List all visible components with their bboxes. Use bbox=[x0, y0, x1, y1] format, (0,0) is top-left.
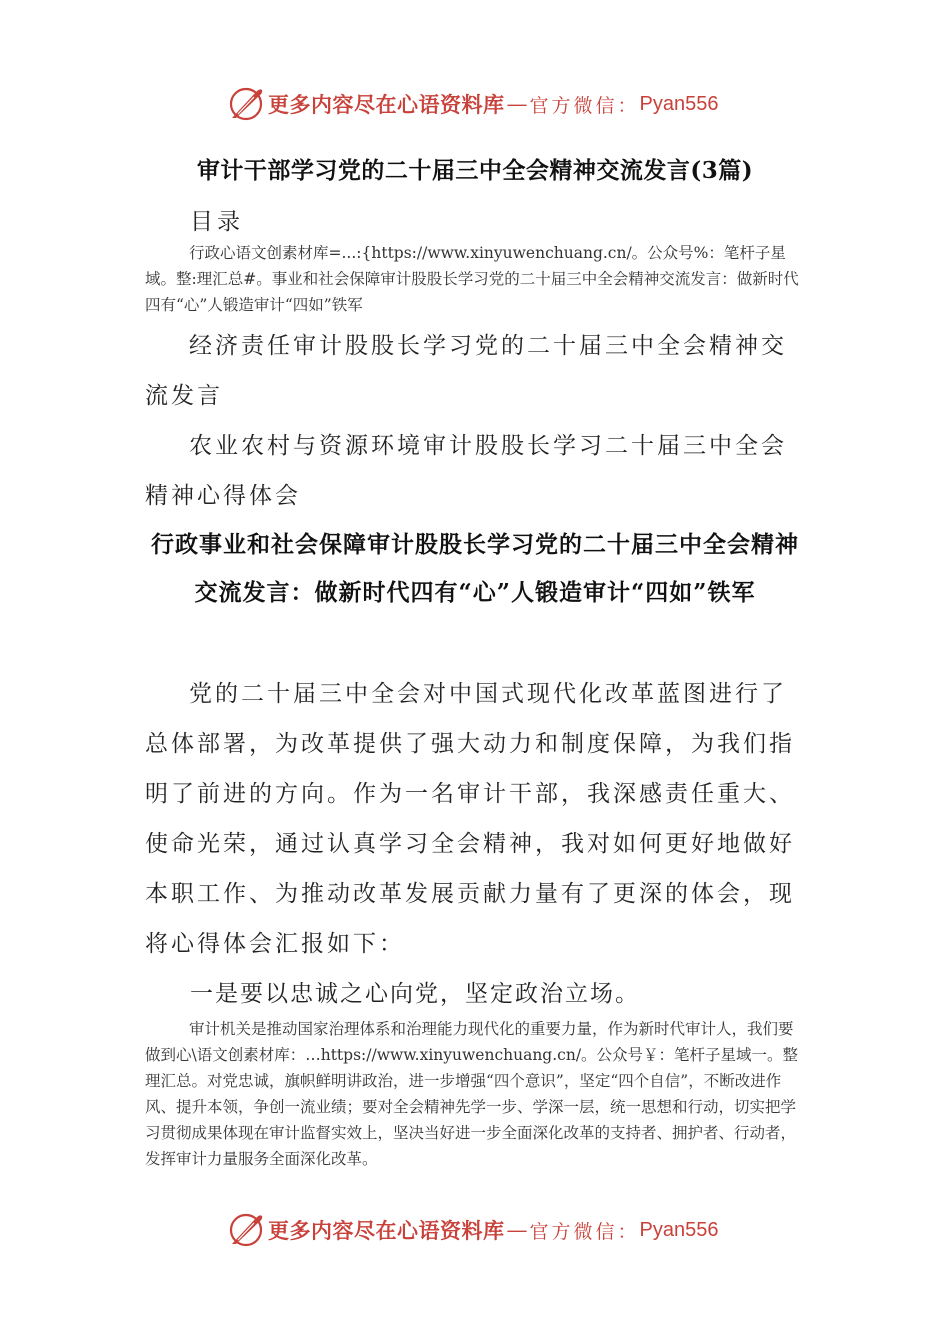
toc-heading: 目录 bbox=[190, 209, 244, 235]
header-banner[interactable] bbox=[226, 82, 718, 126]
section-title: 行政事业和社会保障审计股股长学习党的二十届三中全会精神交流发言：做新时代四有“心”人锻造审计“四如”铁军 bbox=[151, 531, 799, 606]
intro-paragraph bbox=[145, 669, 805, 969]
footer-banner[interactable] bbox=[226, 1208, 718, 1252]
point-1-body-text: 审计机关是推动国家治理体系和治理能力现代化的重要力量，作为新时代审计人，我们要做到心\语文创素材库：…https://www.xinyuwenchuang.cn/。公众号￥：笔杆子星域一。整理汇总。对党忠诚，旗帜鲜明讲政治，进一步增强“四个意识”，坚定“四个自信”，不断改进作风、提升本领，争创一流业绩；要对全会精神先学一步、学深一层，统一思想和行动，切实把学习贯彻成果体现在审计监督实效上，坚决当好进一步全面深化改革的支持者、拥护者、行动者，发挥审计力量服务全面深化改革。 bbox=[145, 1020, 799, 1168]
banner-text: 更多内容尽在心语资料库 bbox=[268, 1218, 505, 1243]
toc-item-2-text: 经济责任审计股股长学习党的二十届三中全会精神交流发言 bbox=[145, 333, 787, 409]
quill-pen-logo-icon bbox=[226, 1210, 266, 1250]
quill-pen-logo-icon bbox=[226, 84, 266, 124]
banner-wechat-id: Pyan556 bbox=[639, 1218, 719, 1241]
toc-item-1-text: 行政心语文创素材库=...:{https://www.xinyuwenchuang.cn/。公众号%：笔杆子星域。整:理汇总#。事业和社会保障审计股股长学习党的二十届三中全会精神交流发言：做新时代四有“心”人锻造审计“四如”铁军 bbox=[145, 244, 799, 314]
toc-item-3[interactable] bbox=[145, 421, 805, 521]
banner-wechat-label: 官方微信： bbox=[529, 94, 640, 117]
banner-wechat-id: Pyan556 bbox=[639, 92, 719, 115]
banner-separator: — bbox=[506, 92, 528, 116]
banner-wechat-label: 官方微信： bbox=[529, 1220, 640, 1243]
toc-item-3-text: 农业农村与资源环境审计股股长学习二十届三中全会精神心得体会 bbox=[145, 433, 787, 509]
toc-item-1[interactable] bbox=[145, 240, 805, 318]
point-1-heading: 一是要以忠诚之心向党，坚定政治立场。 bbox=[190, 981, 640, 1007]
toc-item-2[interactable] bbox=[145, 321, 805, 421]
banner-text: 更多内容尽在心语资料库 bbox=[268, 92, 505, 117]
intro-paragraph-text: 党的二十届三中全会对中国式现代化改革蓝图进行了总体部署，为改革提供了强大动力和制度保障，为我们指明了前进的方向。作为一名审计干部，我深感责任重大、使命光荣，通过认真学习全会精神，我对如何更好地做好本职工作、为推动改革发展贡献力量有了更深的体会，现将心得体会汇报如下： bbox=[145, 681, 795, 957]
document-title: 审计干部学习党的二十届三中全会精神交流发言(3篇) bbox=[196, 157, 754, 184]
point-1-body bbox=[145, 1016, 805, 1172]
banner-separator: — bbox=[506, 1218, 528, 1242]
